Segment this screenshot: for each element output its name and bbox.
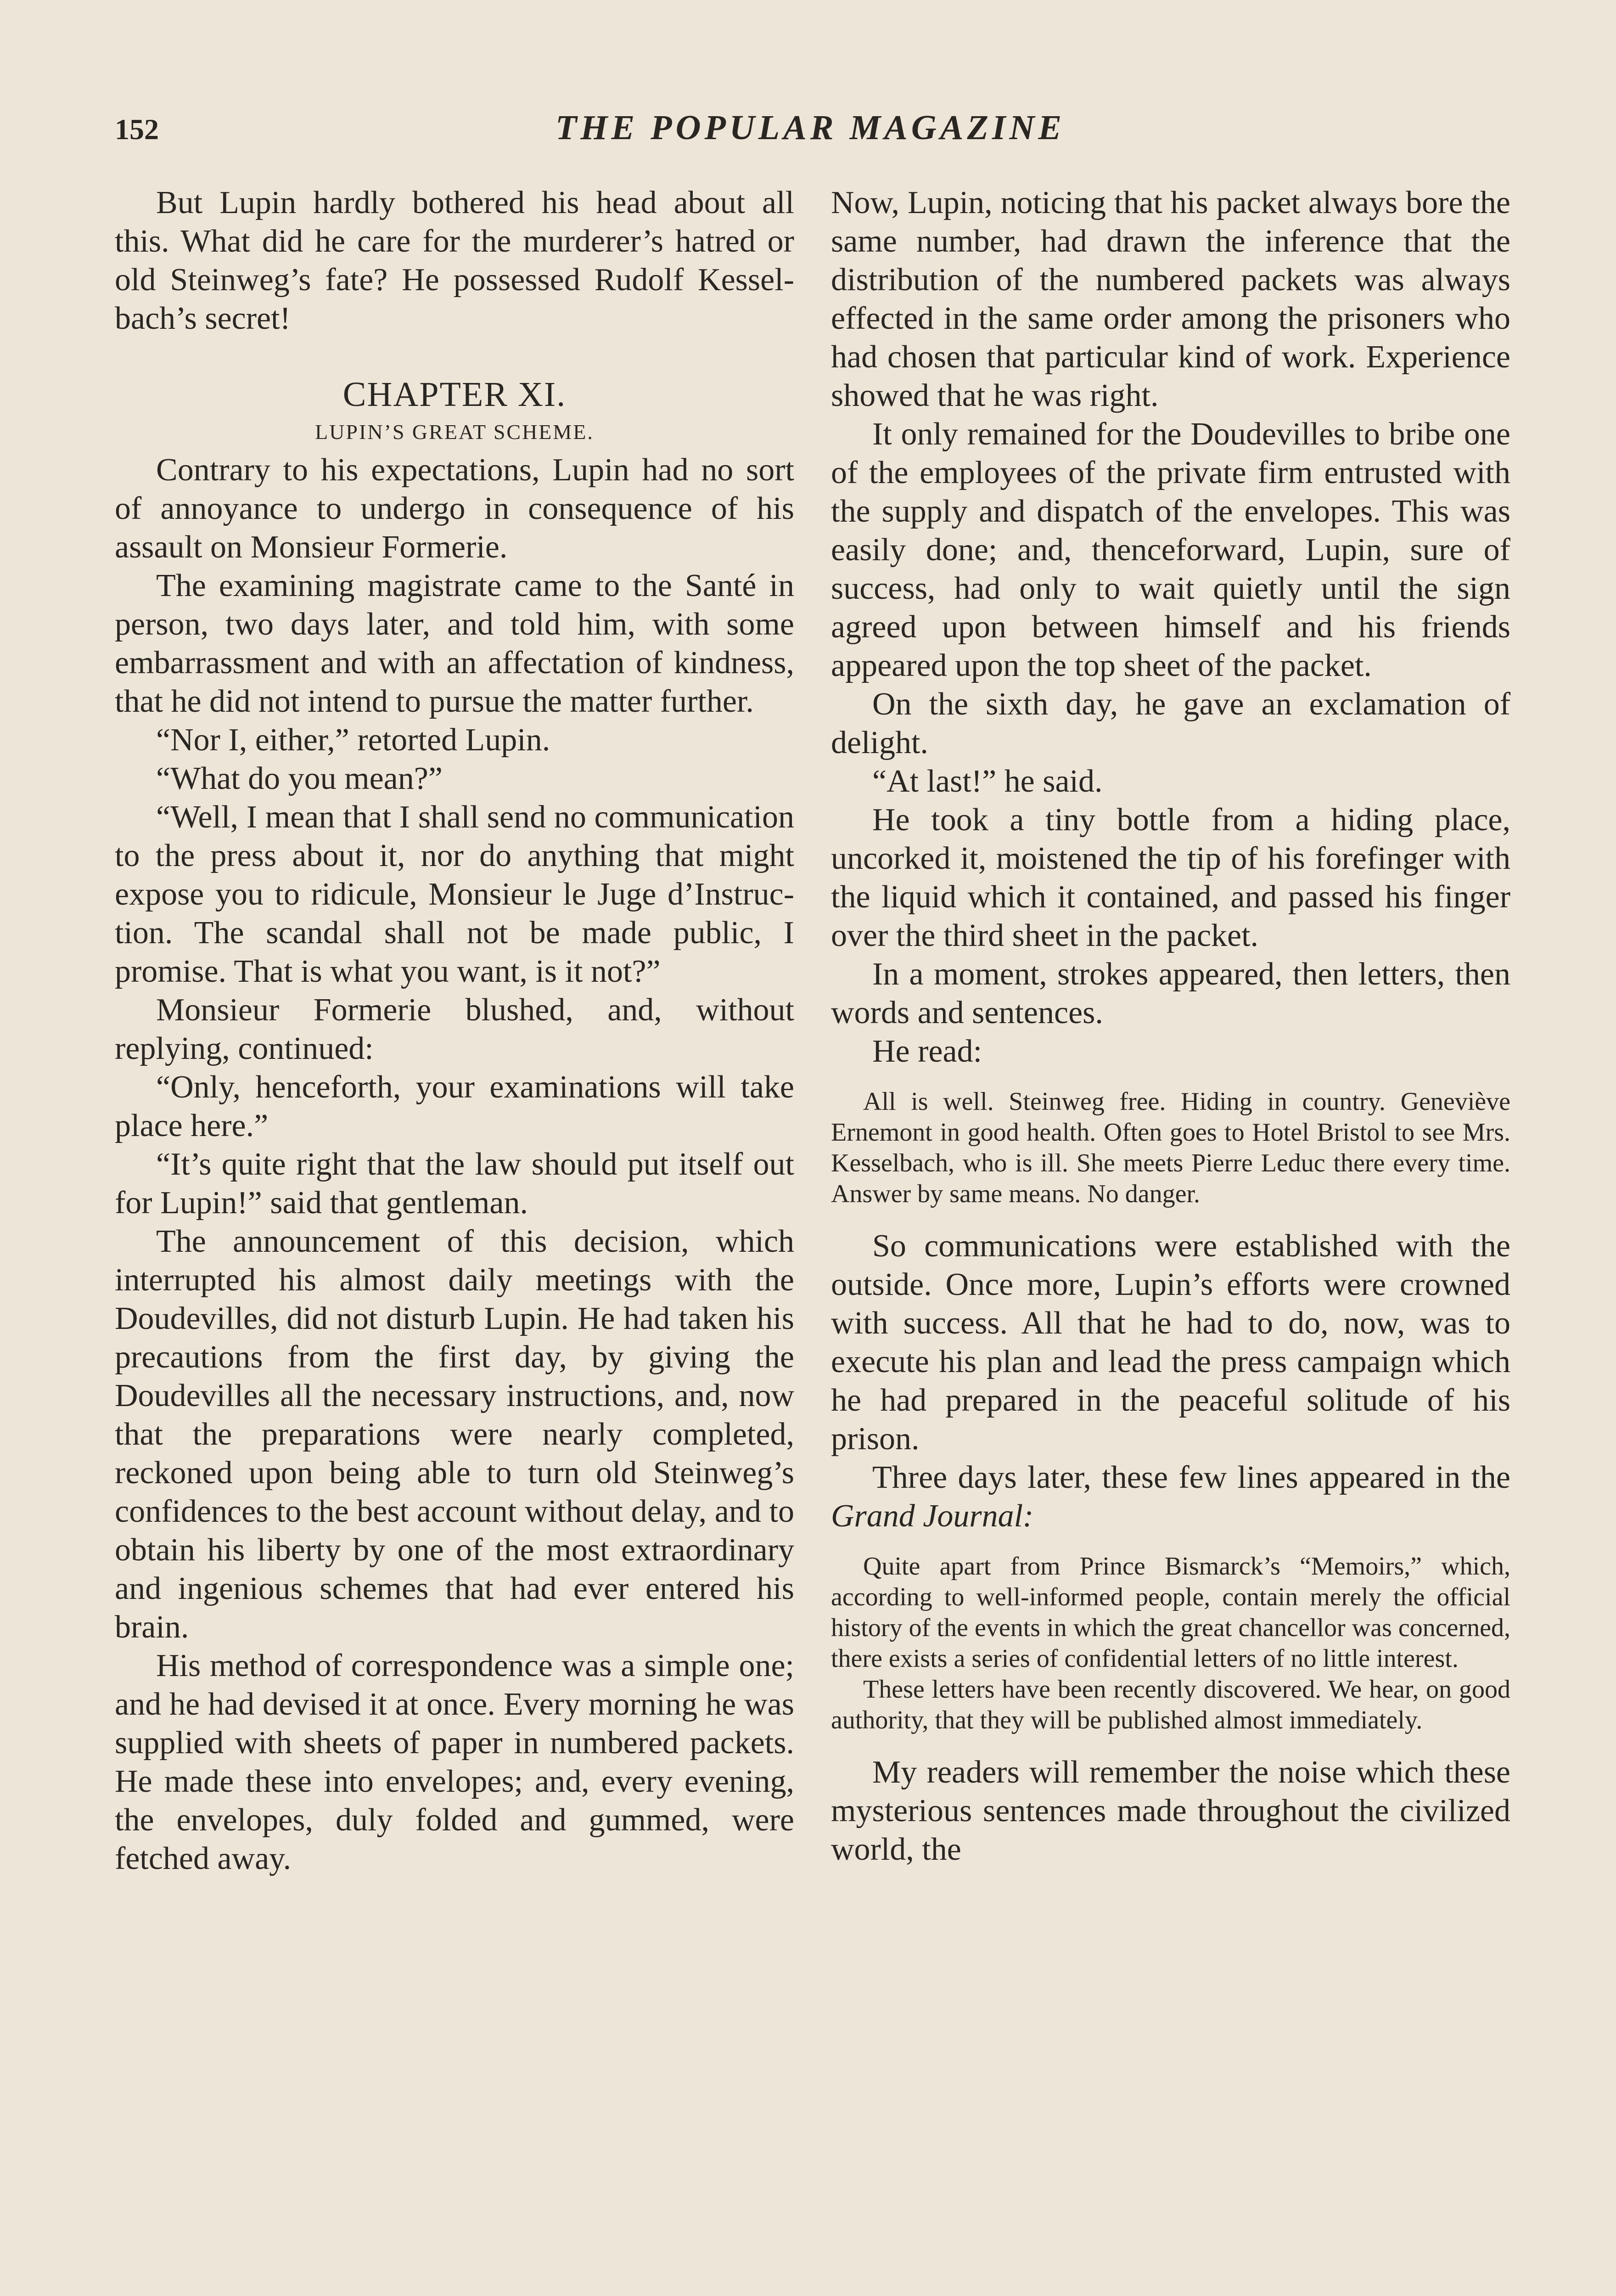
right-column	[831, 184, 1510, 1869]
paragraph	[831, 1458, 1510, 1536]
paragraph: In a moment, strokes appeared, then letters, then words and sentences.	[831, 957, 1510, 1030]
paragraph: “Nor I, either,” retorted Lupin.	[156, 722, 550, 758]
paragraph: Contrary to his expectations, Lupin had no sort of annoyance to undergo in consequence of his assault on Monsieur Formerie.	[115, 452, 794, 565]
paragraph: Monsieur Formerie blushed, and, without replying, continued:	[115, 992, 794, 1066]
paragraph: My readers will remember the noise which these mysterious sentences made throughout the civilized world, the	[831, 1755, 1510, 1867]
paragraph: He took a tiny bottle from a hiding place, uncorked it, moistened the tip of his forefinger with the liquid which it contained, and passed his finger over the third sheet in the packet.	[831, 802, 1510, 953]
chapter-subtitle: LUPIN’S GREAT SCHEME.	[315, 420, 594, 444]
paragraph: Now, Lupin, noticing that his packet always bore the same number, had drawn the inference that the distribution of the numbered packets was always effected in the same order among the prisoners who had chosen that particular kind of work. Experience showed that he was right.	[831, 185, 1510, 413]
page-number: 152	[115, 113, 159, 146]
newspaper-quote	[831, 1551, 1510, 1736]
paragraph: “What do you mean?”	[156, 761, 443, 796]
newspaper-name: Grand Journal:	[831, 1498, 1034, 1534]
paragraph: The examining magistrate came to the Santé in person, two days later, and told him, with some embarrassment and with an affectation of kindness, that he did not intend to pursue the matter further.	[115, 568, 794, 719]
paragraph: On the sixth day, he gave an exclamation of delight.	[831, 687, 1510, 760]
chapter-title: CHAPTER XI.	[342, 375, 567, 414]
running-title: THE POPULAR MAGAZINE	[555, 108, 1066, 147]
quote-text: These letters have been recently discovered. We hear, on good authority, that they will be published almost immediately.	[831, 1675, 1510, 1734]
paragraph: But Lupin hardly bothered his head about all this. What did he care for the murderer’s hatred or old Steinweg’s fate? He possessed Rudolf Kesselbach’s secret!	[115, 185, 794, 336]
paragraph: “Only, henceforth, your examinations will take place here.”	[115, 1069, 794, 1143]
secret-message-quote	[831, 1086, 1510, 1210]
left-column	[115, 184, 794, 1878]
paragraph: The announcement of this decision, which interrupted his almost daily meetings with the Doudevilles, did not disturb Lupin. He had taken his precautions from the first day, by giving the Doudevilles all the necessary instructions, and, now that the preparations were nearly completed, reckoned upon being able to turn old Steinweg’s confidences to the best account without delay, and to obtain his liberty by one of the most extraordinary and ingenious schemes that had ever entered his brain.	[115, 1224, 794, 1645]
paragraph: “Well, I mean that I shall send no communication to the press about it, nor do anything that might expose you to ridicule, Monsieur le Juge d’Instruction. The scandal shall not be made public, I promise. That is what you want, is it not?”	[115, 799, 794, 989]
paragraph: It only remained for the Doudevilles to bribe one of the employees of the private firm entrusted with the supply and dispatch of the envelopes. This was easily done; and, thenceforward, Lupin, sure of success, had only to wait quietly until the sign agreed upon between himself and his friends appeared upon the top sheet of the packet.	[831, 416, 1510, 683]
paragraph: “At last!” he said.	[872, 764, 1103, 799]
quote-text: Quite apart from Prince Bismarck’s “Memoirs,” which, according to well-informed people, contain merely the official history of the events in which the great chancellor was concerned, there exists a series of confidential letters of no little interest.	[831, 1552, 1510, 1673]
paragraph: His method of correspondence was a simple one; and he had devised it at once. Every morning he was supplied with sheets of paper in numbered packets. He made these into envelopes; and, every evening, the envelopes, duly folded and gummed, were fetched away.	[115, 1648, 794, 1876]
quote-text: All is well. Steinweg free. Hiding in country. Geneviève Ernemont in good health. Often goes to Hotel Bristol to see Mrs. Kesselbach, who is ill. She meets Pierre Leduc there every time. Answer by same means. No danger.	[831, 1087, 1510, 1208]
paragraph: “It’s quite right that the law should put itself out for Lupin!” said that gentleman.	[115, 1147, 794, 1221]
paragraph: So communications were established with the outside. Once more, Lupin’s efforts were crowned with success. All that he had to do, now, was to execute his plan and lead the press campaign which he had prepared in the peaceful solitude of his prison.	[831, 1228, 1510, 1457]
paragraph-text: Three days later, these few lines appeared in the	[872, 1460, 1510, 1495]
paragraph: He read:	[872, 1034, 982, 1069]
page-header	[115, 108, 1506, 158]
